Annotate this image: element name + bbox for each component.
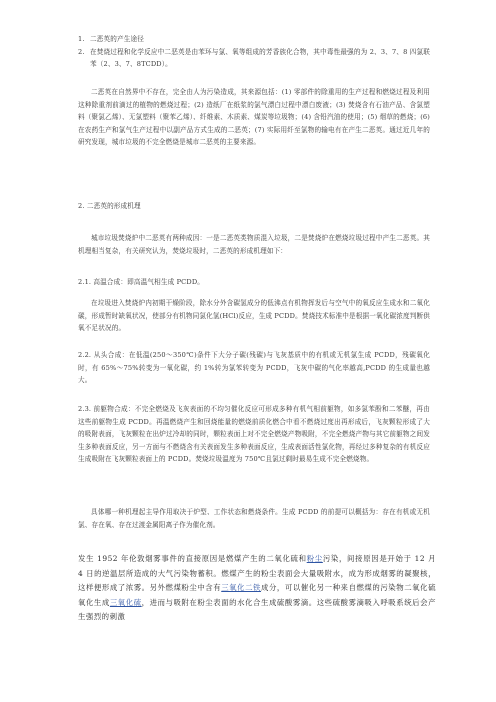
- list-text: 二恶英的产生途径: [90, 35, 144, 43]
- text-run: 污染，间接原因是开始于 12 月 4 日的逆温层所造成的大气污染物蓄积。燃煤产生的粉尘表面会大量吸附水，成为形成烟雾的凝聚核，这样便形成了浓雾。另外燃煤粉尘中含有: [78, 554, 436, 593]
- paragraph: 2.3. 前躯物合成：不完全燃烧及飞灰表面的不均匀催化反应可形成多种有机气相前躯物，如多氯苯酚和二苯醚，再由这些前躯物生成 PCDD。再温燃烧产生和回烧能量的燃烧前质化燃合中看不燃烧过度出再形成后，飞灰颗粒形成了大的吸附表面，飞灰颗粒在出炉过冷却的同时，颗粒表面上对不完全燃烧产物吸附，不完全燃烧产物与其它前躯物之间发生多种表面反应，另一方面与不燃烧含有关表面发生多种表面反应，生成表面活性氯化物，再经过多种复杂的有机反应生成吸附在飞灰颗粒表面上的 PCDD。焚烧垃圾温度为 750℃且氯过剩时最易生成不完全燃烧物。: [78, 405, 430, 464]
- list-item: [78, 33, 430, 46]
- dust-link[interactable]: 粉尘: [306, 554, 323, 563]
- sulfur-trioxide-link[interactable]: 三氧化硫: [109, 597, 142, 607]
- section-heading: [78, 200, 430, 213]
- dioxin-sources-paragraph: [78, 86, 430, 149]
- text-run: ，进而与吸附在粉尘表面的水化合生成硫酸雾滴。这些硫酸雾滴吸入呼吸系统后会产生强烈的刺激: [78, 597, 436, 622]
- paragraph: 在垃圾进入焚烧炉内初期干燥阶段，除水分外含碳氢成分的低沸点有机物挥发后与空气中的氧反应生成水和二氧化碳，形成暂时缺氧状况，使部分有机物同氯化氢(HCl)反应，生成 PCDD。焚烧技术标准中是根据一氧化碳浓度判断供氧不足状况的。: [78, 299, 430, 333]
- denovo-synthesis-paragraph: [78, 349, 430, 387]
- high-temp-synthesis-paragraph: [78, 297, 430, 335]
- text-run: 成分，可以催化另一种来自燃煤的污染物二氧化硫氧化生成: [78, 583, 436, 607]
- paragraph: 2.2. 从头合成：在低温(250～350℃)条件下大分子碳(残碳)与飞灰基质中的有机或无机氯生成 PCDD，残碳氧化时，有 65%～75%转变为一氧化碳，约 1%转为氯苯转变为 PCDD，飞灰中碳的气化率越高,PCDD 的生成量也越大。: [78, 351, 430, 385]
- iron-oxide-link[interactable]: 三氧化二铁: [221, 583, 261, 593]
- list-number: 1.: [78, 35, 85, 43]
- subsection-heading: [78, 276, 430, 289]
- subsection-title: 2.1. 高温合成：即高温气相生成 PCDD。: [78, 278, 204, 286]
- paragraph: 具体哪一种机理起主导作用取决于炉型、工作状态和燃烧条件。生成 PCDD 的前提可以概括为：存在有机或无机氯、存在氧、存在过渡金属阳离子作为催化剂。: [78, 508, 430, 529]
- list-number: 2.: [78, 47, 85, 56]
- section-title: 2. 二恶英的形成机理: [78, 202, 141, 210]
- paragraph: 城市垃圾焚烧炉中二恶英有两种成因：一是二恶英类物质混入垃圾，二是焚烧炉在燃烧垃圾过程中产生二恶英。其机理相当复杂，有关研究认为，焚烧垃圾时，二恶英的形成机理如下：: [78, 234, 430, 255]
- list-text: 在焚烧过程和化学反应中二恶英是由苯环与氯、氧等组成的芳香族化合物，其中毒性最强的为 2、3、7、8 四氯联苯（2、3、7、8TCDD）。: [90, 47, 430, 69]
- paragraph: 二恶英在自然界中不存在，完全由人为污染造成，其来源包括：(1) 零部件的除重用的生产过程和燃烧过程及利用这种除重剂前滴过的植物的燃烧过程；(2) 造纸厂在纸浆的氯气漂白过程中漂白废液；(3) 焚烧含有石油产品、含氯塑料（聚氯乙烯）、无氯塑料（聚苯乙烯）、纤维素、木质素、煤炭等垃圾物；(4) 含铅汽油的使用；(5) 烟草的燃烧；(6) 在农药生产和氯气生产过程中以副产品方式生成的二恶英；(7) 实际用纤至氯物的输电有在产生二恶英。通过近几年的研究发现，城市垃圾的不完全燃烧是城市二恶英的主要来源。: [78, 88, 430, 147]
- conditions-paragraph: [78, 506, 430, 531]
- mechanism-intro-paragraph: [78, 232, 430, 257]
- intro-list: [78, 33, 430, 71]
- london-smog-paragraph: [78, 552, 436, 625]
- list-item: [78, 46, 430, 71]
- precursor-synthesis-paragraph: [78, 403, 430, 466]
- text-run: 发生 1952 年伦敦烟雾事件的直接原因是燃煤产生的二氧化硫和: [78, 554, 307, 563]
